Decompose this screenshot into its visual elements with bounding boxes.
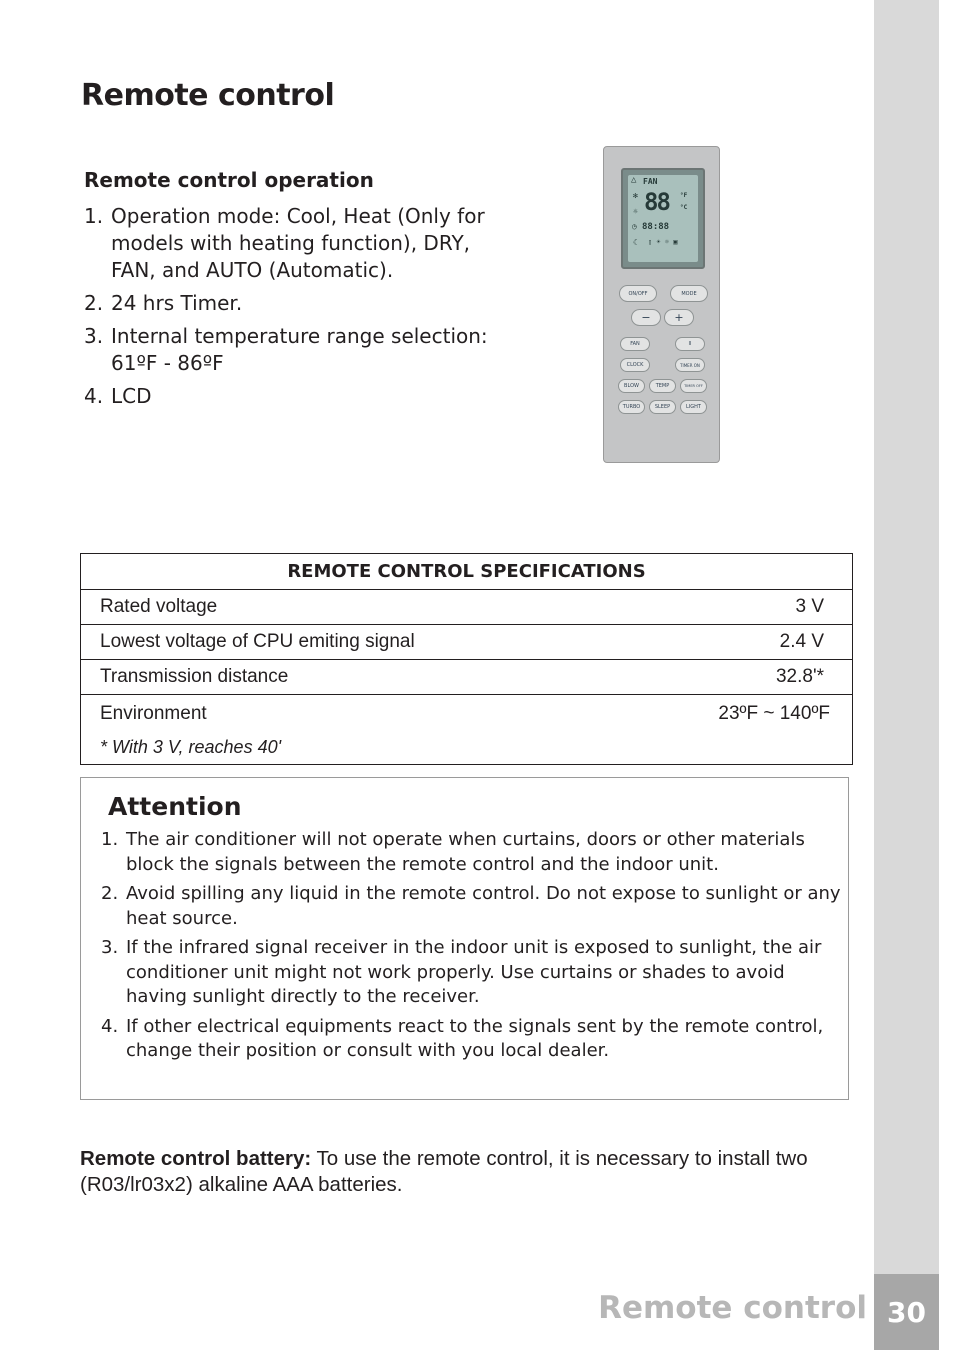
list-number: 3. xyxy=(101,937,119,958)
list-item xyxy=(101,1015,846,1064)
mode-button: MODE xyxy=(670,285,708,302)
operation-list xyxy=(84,203,514,416)
list-item xyxy=(101,882,846,931)
list-text: If the infrared signal receiver in the indoor unit is exposed to sunlight, the air conditioner unit might not work properly. Use curtains or shades to avoid having sunlight directly to the receiver. xyxy=(126,937,822,1007)
clock-icon: ◷ xyxy=(632,222,637,231)
battery-text: To use the remote control, it is necessary to install two (R03/lr03x2) alkaline AAA batteries. xyxy=(80,1147,808,1196)
footer-section-title: Remote control xyxy=(598,1290,867,1326)
fan-button: FAN xyxy=(620,337,650,351)
list-text: The air conditioner will not operate when curtains, doors or other materials block the signals between the remote control and the indoor unit. xyxy=(126,829,805,875)
page-number: 30 xyxy=(874,1274,939,1350)
list-number: 2. xyxy=(84,291,104,315)
sleep-button: SLEEP xyxy=(649,400,676,414)
side-strip xyxy=(874,0,939,1350)
attention-list xyxy=(101,828,846,1069)
list-number: 1. xyxy=(101,829,119,850)
timer-off-button: TIMER OFF xyxy=(680,379,707,393)
sleep-icon: ☾ xyxy=(633,238,638,247)
lcd-timer: 88:88 xyxy=(642,222,670,232)
pause-button: II xyxy=(675,337,705,351)
operation-heading: Remote control operation xyxy=(84,168,374,192)
table-heading: REMOTE CONTROL SPECIFICATIONS xyxy=(81,554,852,590)
plus-button: + xyxy=(664,309,694,326)
blow-button: BLOW xyxy=(618,379,645,393)
list-number: 4. xyxy=(84,384,104,408)
list-item xyxy=(84,323,514,377)
list-number: 1. xyxy=(84,204,104,228)
spec-label: Environment xyxy=(100,703,207,724)
spec-value: 3 V xyxy=(795,596,824,617)
list-number: 4. xyxy=(101,1015,119,1037)
timer-on-button: TIMER ON xyxy=(675,358,705,372)
list-text: Internal temperature range selection: 61ºF - 86ºF xyxy=(111,324,488,375)
table-row xyxy=(81,695,852,764)
lcd-fan-text: FAN xyxy=(643,177,658,186)
remote-control-image xyxy=(603,146,720,463)
list-text: Avoid spilling any liquid in the remote control. Do not expose to sunlight or any heat source. xyxy=(126,883,841,929)
list-text: LCD xyxy=(111,384,152,408)
battery-paragraph xyxy=(80,1146,860,1198)
lcd-status-icons: ▯ ☀ ☼ ▣ xyxy=(648,238,678,246)
light-button: LIGHT xyxy=(680,400,707,414)
snowflake-icon: ✻ xyxy=(633,191,638,200)
list-text: Operation mode: Cool, Heat (Only for models with heating function), DRY, FAN, and AUTO (Automatic). xyxy=(111,204,485,282)
spec-label: Transmission distance xyxy=(100,666,289,687)
lcd-mode-icon: △ xyxy=(631,175,637,185)
page-title: Remote control xyxy=(81,78,335,113)
sun-icon: ☼ xyxy=(633,207,638,216)
list-number: 3. xyxy=(84,324,104,348)
clock-button: CLOCK xyxy=(620,358,650,372)
lcd-unit-c: °C xyxy=(680,204,688,211)
spec-label: Lowest voltage of CPU emiting signal xyxy=(100,631,415,652)
attention-box xyxy=(80,777,849,1100)
list-text: If other electrical equipments react to the signals sent by the remote control, change their position or consult with you local dealer. xyxy=(126,1015,824,1061)
spec-value: 23ºF ~ 140ºF xyxy=(718,703,830,724)
table-row xyxy=(81,625,852,660)
list-item xyxy=(101,828,846,877)
list-text: 24 hrs Timer. xyxy=(111,291,243,315)
on-off-button: ON/OFF xyxy=(619,285,657,302)
table-row xyxy=(81,660,852,695)
spec-label: Rated voltage xyxy=(100,596,218,617)
lcd-unit-f: °F xyxy=(680,192,688,199)
lcd-temperature: 88 xyxy=(644,188,669,216)
spec-value: 32.8'* xyxy=(775,666,824,687)
list-number: 2. xyxy=(101,883,119,904)
spec-value: 2.4 V xyxy=(779,631,824,652)
turbo-button: TURBO xyxy=(618,400,645,414)
battery-label: Remote control battery: xyxy=(80,1147,312,1170)
temp-button: TEMP xyxy=(649,379,676,393)
list-item xyxy=(101,936,846,1010)
lcd-display xyxy=(621,168,705,269)
list-item xyxy=(84,203,514,284)
specifications-table xyxy=(80,553,853,765)
minus-button: − xyxy=(631,309,661,326)
table-row xyxy=(81,590,852,625)
spec-footnote: * With 3 V, reaches 40' xyxy=(100,737,282,757)
attention-title: Attention xyxy=(108,792,242,821)
list-item xyxy=(84,290,514,317)
list-item xyxy=(84,383,514,410)
